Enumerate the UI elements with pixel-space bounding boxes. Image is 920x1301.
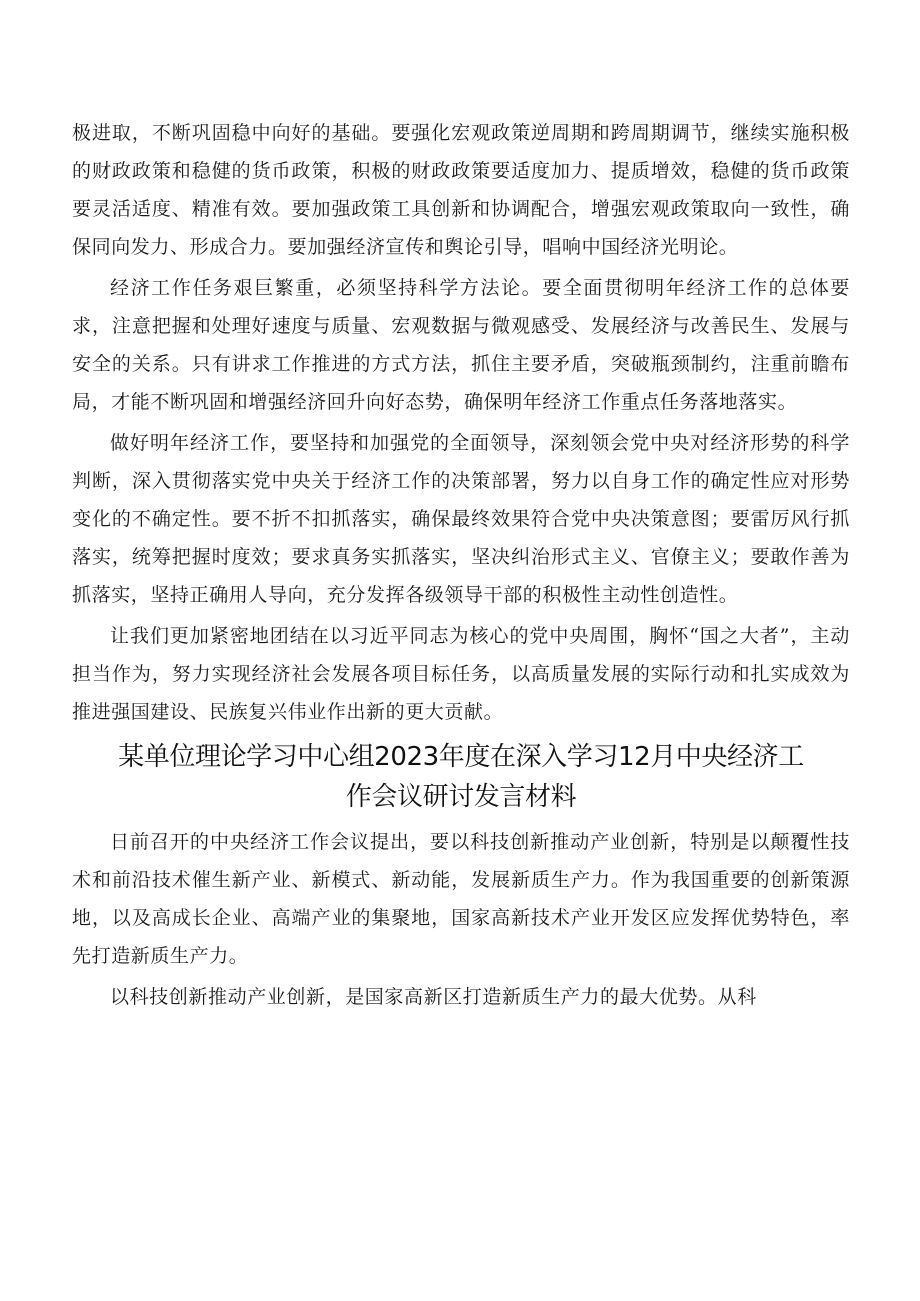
paragraph-intro: 日前召开的中央经济工作会议提出，要以科技创新推动产业创新，特别是以颠覆性技术和前沿技术催生新产业、新模式、新动能，发展新质生产力。作为我国重要的创新策源地，以及高成长企业、高端产业的集聚地，国家高新技术产业开发区应发挥优势特色，率先打造新质生产力。 [72,831,850,967]
document-page [72,114,850,1016]
paragraph-closing: 让我们更加紧密地团结在以习近平同志为核心的党中央周围，胸怀“国之大者”，主动担当作为，努力实现经济社会发展各项目标任务，以高质量发展的实际行动和扎实成效为推进强国建设、民族复兴伟业作出新的更大贡献。 [72,625,850,723]
paragraph-innovation: 以科技创新推动产业创新，是国家高新区打造新质生产力的最大优势。从科 [110,986,757,1008]
section-heading [72,737,850,817]
paragraph-methodology: 经济工作任务艰巨繁重，必须坚持科学方法论。要全面贯彻明年经济工作的总体要求，注意把握和处理好速度与质量、宏观数据与微观感受、发展经济与改善民生、发展与安全的关系。只有讲求工作推进的方式方法，抓住主要矛盾，突破瓶颈制约，注重前瞻布局，才能不断巩固和增强经济回升向好态势，确保明年经济工作重点任务落地落实。 [72,277,850,413]
heading-line-1: 某单位理论学习中心组2023年度在深入学习12月中央经济工 [118,742,804,772]
paragraph-leadership: 做好明年经济工作，要坚持和加强党的全面领导，深刻领会党中央对经济形势的科学判断，深入贯彻落实党中央关于经济工作的决策部署，努力以自身工作的确定性应对形势变化的不确定性。要不折不扣抓落实，确保最终效果符合党中央决策意图；要雷厉风行抓落实，统筹把握时度效；要求真务实抓落实，坚决纠治形式主义、官僚主义；要敢作善为抓落实，坚持正确用人导向，充分发挥各级领导干部的积极性主动性创造性。 [72,432,850,606]
heading-line-2: 作会议研讨发言材料 [345,782,577,812]
paragraph-policy: 极进取，不断巩固稳中向好的基础。要强化宏观政策逆周期和跨周期调节，继续实施积极的财政政策和稳健的货币政策，积极的财政政策要适度加力、提质增效，稳健的货币政策要灵活适度、精准有效。要加强政策工具创新和协调配合，增强宏观政策取向一致性，确保同向发力、形成合力。要加强经济宣传和舆论引导，唱响中国经济光明论。 [72,122,850,258]
